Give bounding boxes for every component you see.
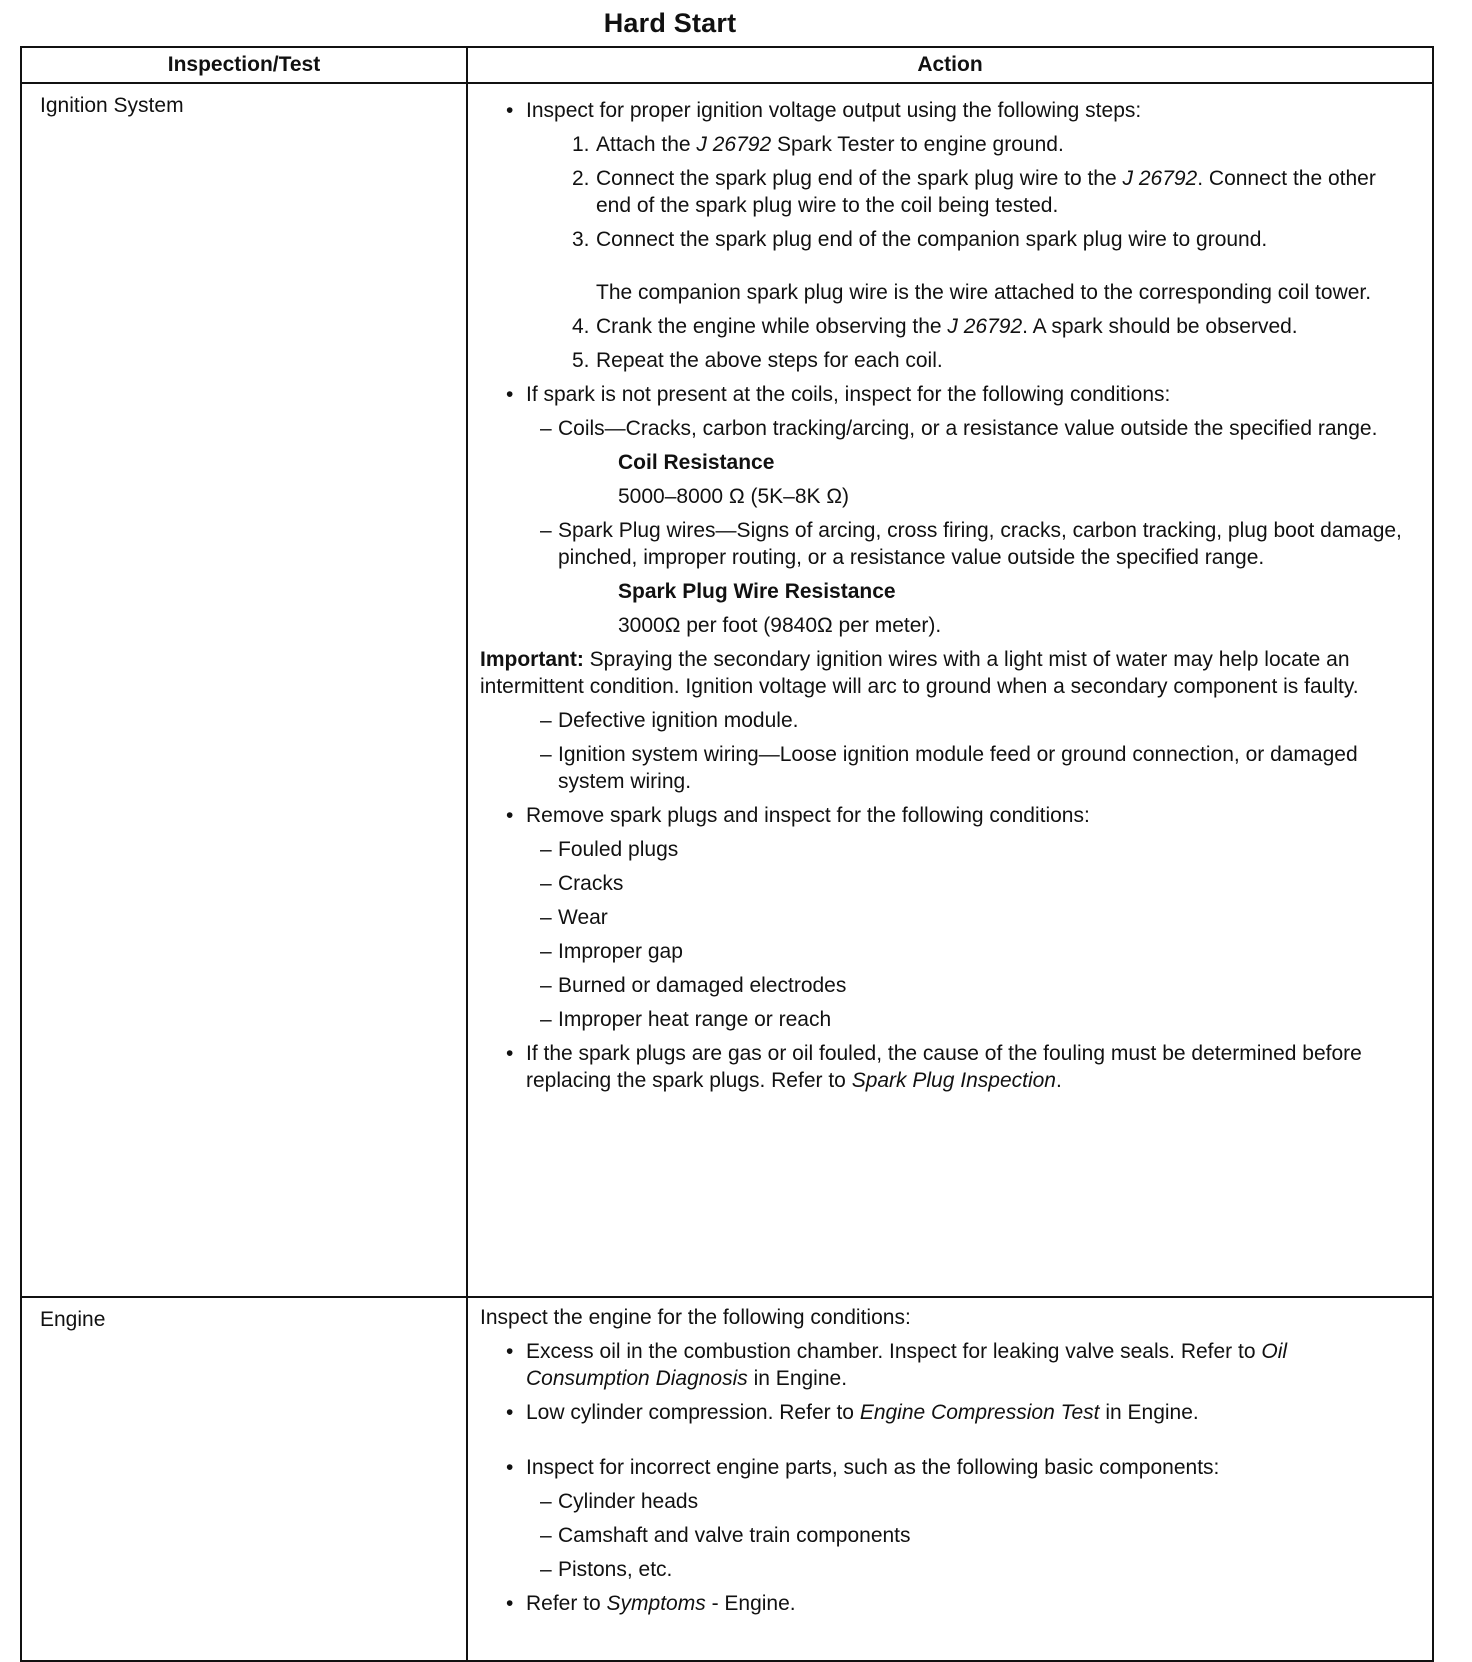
step-item: 2. Connect the spark plug end of the spark plug wire to the J 26792. Connect the other end of the spark plug wire to the coil being tested.: [572, 167, 1376, 217]
bullet-item: • Refer to Symptoms - Engine.: [480, 1590, 1412, 1617]
spec-value: 3000Ω per foot (9840Ω per meter).: [618, 614, 942, 637]
dash-item: – Spark Plug wires—Signs of arcing, cross firing, cracks, carbon tracking, plug boot damage, pinched, improper routing, or a resistance value outside the specified range.: [540, 519, 1402, 569]
list-item: – Fouled plugs: [540, 838, 679, 861]
table-header-row: [21, 47, 1433, 83]
bullet-item: • Inspect for proper ignition voltage output using the following steps:: [480, 97, 1412, 124]
step-number: 3.: [572, 228, 590, 251]
list-item: – Improper heat range or reach: [540, 1008, 832, 1031]
list-item: – Cylinder heads: [540, 1490, 699, 1513]
step-item: 3. Connect the spark plug end of the companion spark plug wire to ground.: [572, 228, 1268, 251]
step-note: The companion spark plug wire is the wire attached to the corresponding coil tower.: [596, 281, 1372, 304]
important-note: Important: Spraying the secondary ignition wires with a light mist of water may help locate an intermittent condition. Ignition voltage will arc to ground when a secondary component is faulty.: [480, 648, 1359, 698]
action-cell: [467, 83, 1433, 1297]
dash-item: – Ignition system wiring—Loose ignition module feed or ground connection, or damaged system wiring.: [540, 743, 1358, 793]
list-item: – Improper gap: [540, 940, 683, 963]
dash-item: – Coils—Cracks, carbon tracking/arcing, or a resistance value outside the specified range.: [540, 417, 1378, 440]
doc-reference: Engine Compression Test: [859, 1401, 1100, 1424]
tool-reference: J 26792: [1122, 167, 1198, 190]
step-number: 5.: [572, 349, 590, 372]
doc-reference: Symptoms: [606, 1592, 706, 1615]
list-item: – Cracks: [540, 872, 624, 895]
step-item: 4. Crank the engine while observing the J 26792. A spark should be observed.: [572, 315, 1298, 338]
page-title: Hard Start: [603, 8, 737, 38]
spec-heading: Spark Plug Wire Resistance: [618, 580, 896, 603]
bullet-item: • Inspect for incorrect engine parts, such as the following basic components:: [480, 1454, 1412, 1481]
dash-item: – Defective ignition module.: [540, 709, 799, 732]
bullet-item: • If spark is not present at the coils, inspect for the following conditions:: [480, 381, 1412, 408]
tool-reference: J 26792: [696, 133, 772, 156]
important-label: Important:: [480, 648, 584, 671]
header-inspection-test: Inspection/Test: [21, 47, 467, 83]
list-item: – Camshaft and valve train components: [540, 1524, 911, 1547]
bullet-item: • Excess oil in the combustion chamber. Inspect for leaking valve seals. Refer to Oil Consumption Diagnosis in Engine.: [480, 1338, 1412, 1392]
step-number: 1.: [572, 133, 590, 156]
tool-reference: J 26792: [947, 315, 1023, 338]
action-cell: [467, 1297, 1433, 1661]
list-item: – Pistons, etc.: [540, 1558, 673, 1581]
step-number: 2.: [572, 167, 590, 190]
list-item: – Wear: [540, 906, 608, 929]
step-number: 4.: [572, 315, 590, 338]
bullet-item: • Remove spark plugs and inspect for the following conditions:: [480, 802, 1412, 829]
bullet-item: • If the spark plugs are gas or oil fouled, the cause of the fouling must be determined before replacing the spark plugs. Refer to Spark Plug Inspection.: [480, 1040, 1412, 1094]
bullet-item: • Low cylinder compression. Refer to Engine Compression Test in Engine.: [480, 1399, 1412, 1426]
doc-reference: Spark Plug Inspection: [851, 1069, 1056, 1092]
inspection-cell: Ignition System: [21, 83, 467, 1297]
list-item: – Burned or damaged electrodes: [540, 974, 847, 997]
table-row: [21, 83, 1433, 1297]
spec-value: 5000–8000 Ω (5K–8K Ω): [618, 485, 850, 508]
table-row: [21, 1297, 1433, 1661]
header-action: Action: [467, 47, 1433, 83]
inspection-cell: Engine: [21, 1297, 467, 1661]
spec-heading: Coil Resistance: [618, 451, 775, 474]
action-intro: Inspect the engine for the following conditions:: [480, 1306, 911, 1329]
hard-start-table: [20, 46, 1434, 1662]
doc-reference: Oil Consumption Diagnosis: [526, 1340, 1288, 1390]
step-item: 5. Repeat the above steps for each coil.: [572, 349, 943, 372]
step-item: 1. Attach the J 26792 Spark Tester to engine ground.: [572, 133, 1064, 156]
